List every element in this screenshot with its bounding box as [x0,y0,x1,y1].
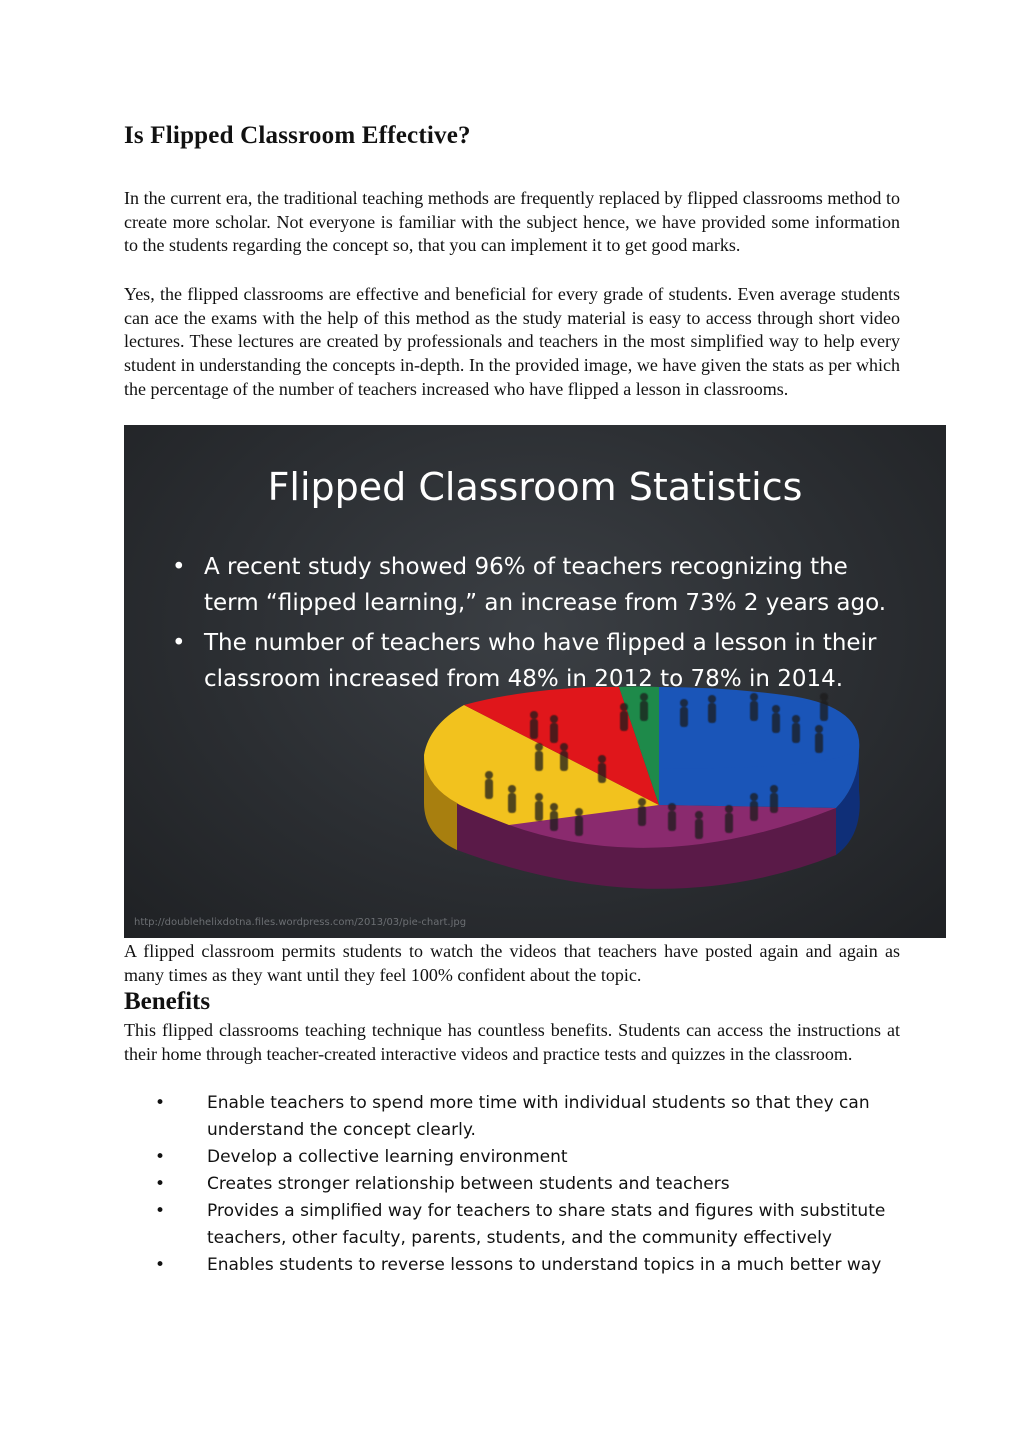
list-item [124,1198,904,1252]
person-silhouette [535,793,543,821]
person-silhouette [485,771,493,799]
intro-paragraph: In the current era, the traditional teaching methods are frequently replaced by flipped classrooms method to create more scholar. Not everyone is familiar with the subject hence, we have provided some information to the students regarding the concept so, that you can implement it to get good marks. [124,188,900,256]
person-silhouette [535,743,543,771]
list-item-text: Enables students to reverse lessons to understand topics in a much better way [207,1255,882,1275]
figure-bullet-text: The number of teachers who have flipped a lesson in their classroom increased from 48% in 2012 to 78% in 2014. [204,630,877,692]
benefits-heading: Benefits [124,988,211,1015]
list-item [124,1171,904,1198]
list-item-text: Provides a simplified way for teachers to share stats and figures with substitute teachers, other faculty, parents, students, and the community effectively [207,1201,886,1248]
after-image-paragraph: A flipped classroom permits students to watch the videos that teachers have posted again and again as many times as they want until they feel 100% confident about the topic. [124,941,900,985]
person-silhouette [598,755,606,783]
person-silhouette [792,715,800,743]
bullet-dot: • [155,1255,166,1275]
list-item [124,1090,904,1144]
image-credit: http://doublehelixdotna.files.wordpress.com/2013/03/pie-chart.jpg [134,917,467,928]
list-item [124,1144,904,1171]
bullet-dot: • [155,1147,166,1167]
bullet-dot: • [172,554,186,580]
person-silhouette [530,711,538,739]
person-silhouette [770,785,778,813]
person-silhouette [750,793,758,821]
person-silhouette [668,803,676,831]
person-silhouette [815,725,823,753]
figure-bullet-list [172,549,892,701]
person-silhouette [725,805,733,833]
list-item-text: Enable teachers to spend more time with individual students so that they can understand the concept clearly. [207,1093,870,1140]
page-title: Is Flipped Classroom Effective? [124,122,471,149]
bullet-dot: • [155,1093,166,1113]
person-silhouette [772,705,780,733]
effective-paragraph: Yes, the flipped classrooms are effective and beneficial for every grade of students. Even average students can ace the exams with the help of this method as the study material is easy to access through short video lectures. These lectures are created by professionals and teachers in the most simplified way to help every student in understanding the concepts in-depth. In the provided image, we have given the stats as per which the percentage of the number of teachers increased who have flipped a lesson in classrooms. [124,284,900,399]
figure-title: Flipped Classroom Statistics [267,465,803,509]
person-silhouette [695,811,703,839]
bullet-dot: • [155,1201,166,1221]
benefits-list [124,1090,904,1279]
figure-bullet-item [172,625,892,697]
list-item-text: Creates stronger relationship between students and teachers [207,1174,730,1194]
person-silhouette [575,808,583,836]
person-silhouette [638,798,646,826]
list-item-text: Develop a collective learning environment [207,1147,568,1167]
figure-bullet-item [172,549,892,621]
person-silhouette [560,743,568,771]
benefits-intro-paragraph: This flipped classrooms teaching technique has countless benefits. Students can access the instructions at their home through teacher-created interactive videos and practice tests and quizzes in the classroom. [124,1020,900,1064]
flipped-classroom-statistics-image [124,425,946,938]
bullet-dot: • [155,1174,166,1194]
figure-bullet-text: A recent study showed 96% of teachers recognizing the term “flipped learning,” an increase from 73% 2 years ago. [204,554,887,616]
person-silhouette [508,785,516,813]
bullet-dot: • [172,630,186,656]
person-silhouette [550,715,558,743]
person-silhouette [550,803,558,831]
person-silhouette [620,703,628,731]
person-silhouette [680,699,688,727]
list-item [124,1252,904,1279]
